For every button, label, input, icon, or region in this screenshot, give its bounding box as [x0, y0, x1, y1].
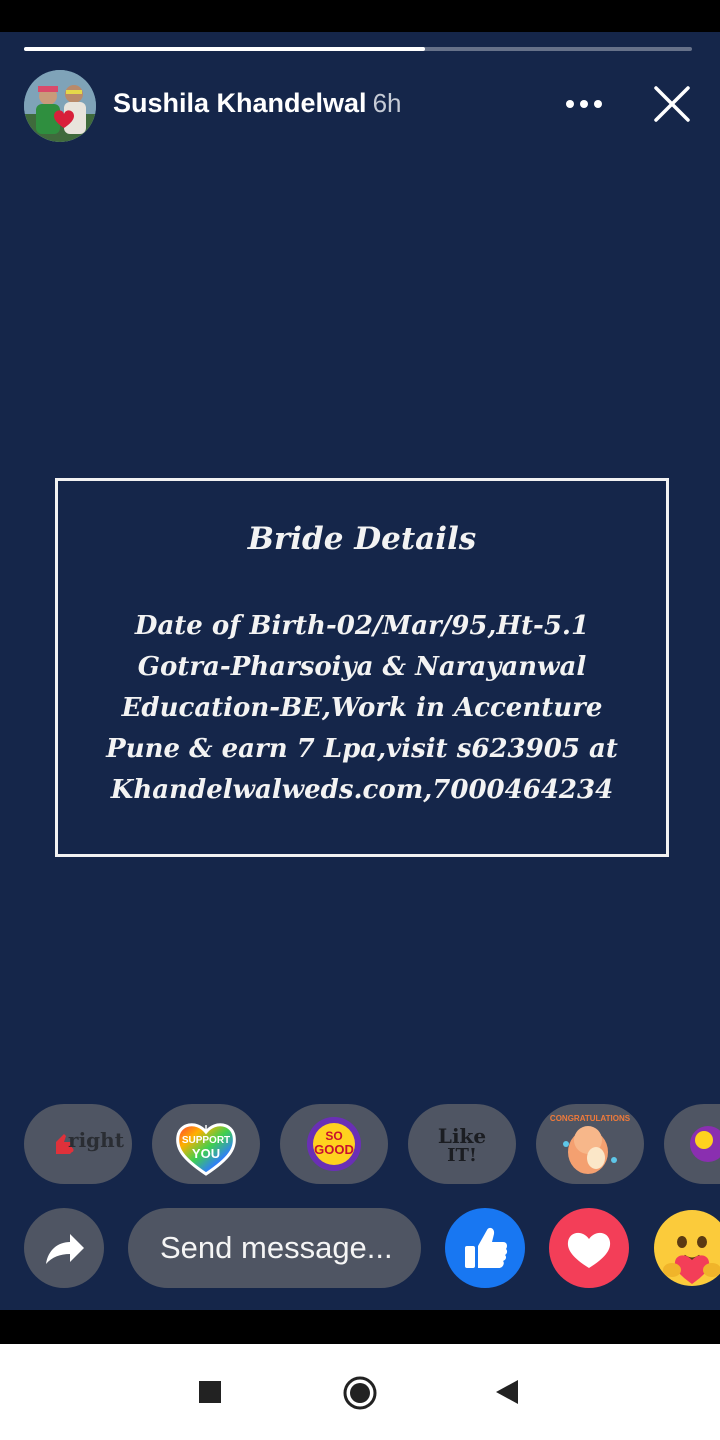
close-button[interactable] — [648, 80, 696, 128]
sticker-label: IT! — [447, 1145, 477, 1166]
card-title: Bride Details — [247, 521, 477, 557]
sticker-label: SO — [325, 1129, 343, 1143]
home-icon — [342, 1375, 378, 1411]
back-icon — [494, 1378, 520, 1406]
card-line: Date of Birth-02/Mar/95,Ht-5.1 — [134, 611, 590, 641]
sticker-label: CONGRATULATIONS — [549, 1114, 631, 1123]
system-navigation-bar — [0, 1344, 720, 1440]
care-reaction-button[interactable] — [652, 1208, 720, 1288]
author-name[interactable]: Sushila Khandelwal — [113, 88, 367, 118]
share-icon — [24, 1208, 104, 1288]
right-thumb-sticker[interactable] — [24, 1104, 132, 1184]
sticker-label: SUPPORT — [181, 1135, 231, 1146]
card-line: Gotra-Pharsoiya & Narayanwal — [137, 652, 587, 682]
sticker-label: GOOD — [314, 1142, 354, 1157]
recent-apps-button[interactable] — [198, 1380, 222, 1404]
back-button[interactable] — [494, 1378, 520, 1406]
so-good-sticker[interactable] — [280, 1104, 388, 1184]
avatar[interactable] — [24, 70, 96, 142]
love-reaction-button[interactable] — [549, 1208, 629, 1288]
congratulations-sticker[interactable] — [536, 1104, 644, 1184]
card-line: Education-BE,Work in Accenture — [121, 693, 603, 723]
card-line: Khandelwalweds.com,7000464234 — [110, 775, 614, 805]
love-icon — [549, 1208, 629, 1288]
sticker-label: right — [68, 1128, 124, 1152]
more-stickers[interactable] — [664, 1104, 720, 1184]
care-icon — [652, 1208, 720, 1288]
close-icon — [648, 80, 696, 128]
more-options-button[interactable] — [560, 84, 608, 124]
bride-details-card — [55, 478, 669, 857]
stop-icon — [198, 1380, 222, 1404]
like-it-sticker[interactable] — [408, 1104, 516, 1184]
sticker-icon — [664, 1104, 720, 1184]
story-time: 6h — [372, 88, 402, 118]
story-progress-fill — [24, 47, 425, 51]
home-button[interactable] — [342, 1375, 378, 1411]
more-options-icon — [560, 84, 608, 124]
story-progress-bar — [24, 47, 692, 51]
sticker-label: Like — [437, 1124, 487, 1148]
sticker-label: I — [204, 1124, 208, 1135]
status-bar — [0, 0, 720, 32]
card-line: Pune & earn 7 Lpa,visit s623905 at — [106, 734, 618, 764]
i-support-you-sticker[interactable] — [152, 1104, 260, 1184]
share-button[interactable] — [24, 1208, 104, 1288]
send-message-input[interactable]: Send message... — [128, 1208, 421, 1288]
like-icon — [445, 1208, 525, 1288]
story-author[interactable] — [113, 88, 401, 119]
like-reaction-button[interactable] — [445, 1208, 525, 1288]
card-body — [58, 606, 666, 811]
sticker-label: YOU — [191, 1146, 221, 1161]
